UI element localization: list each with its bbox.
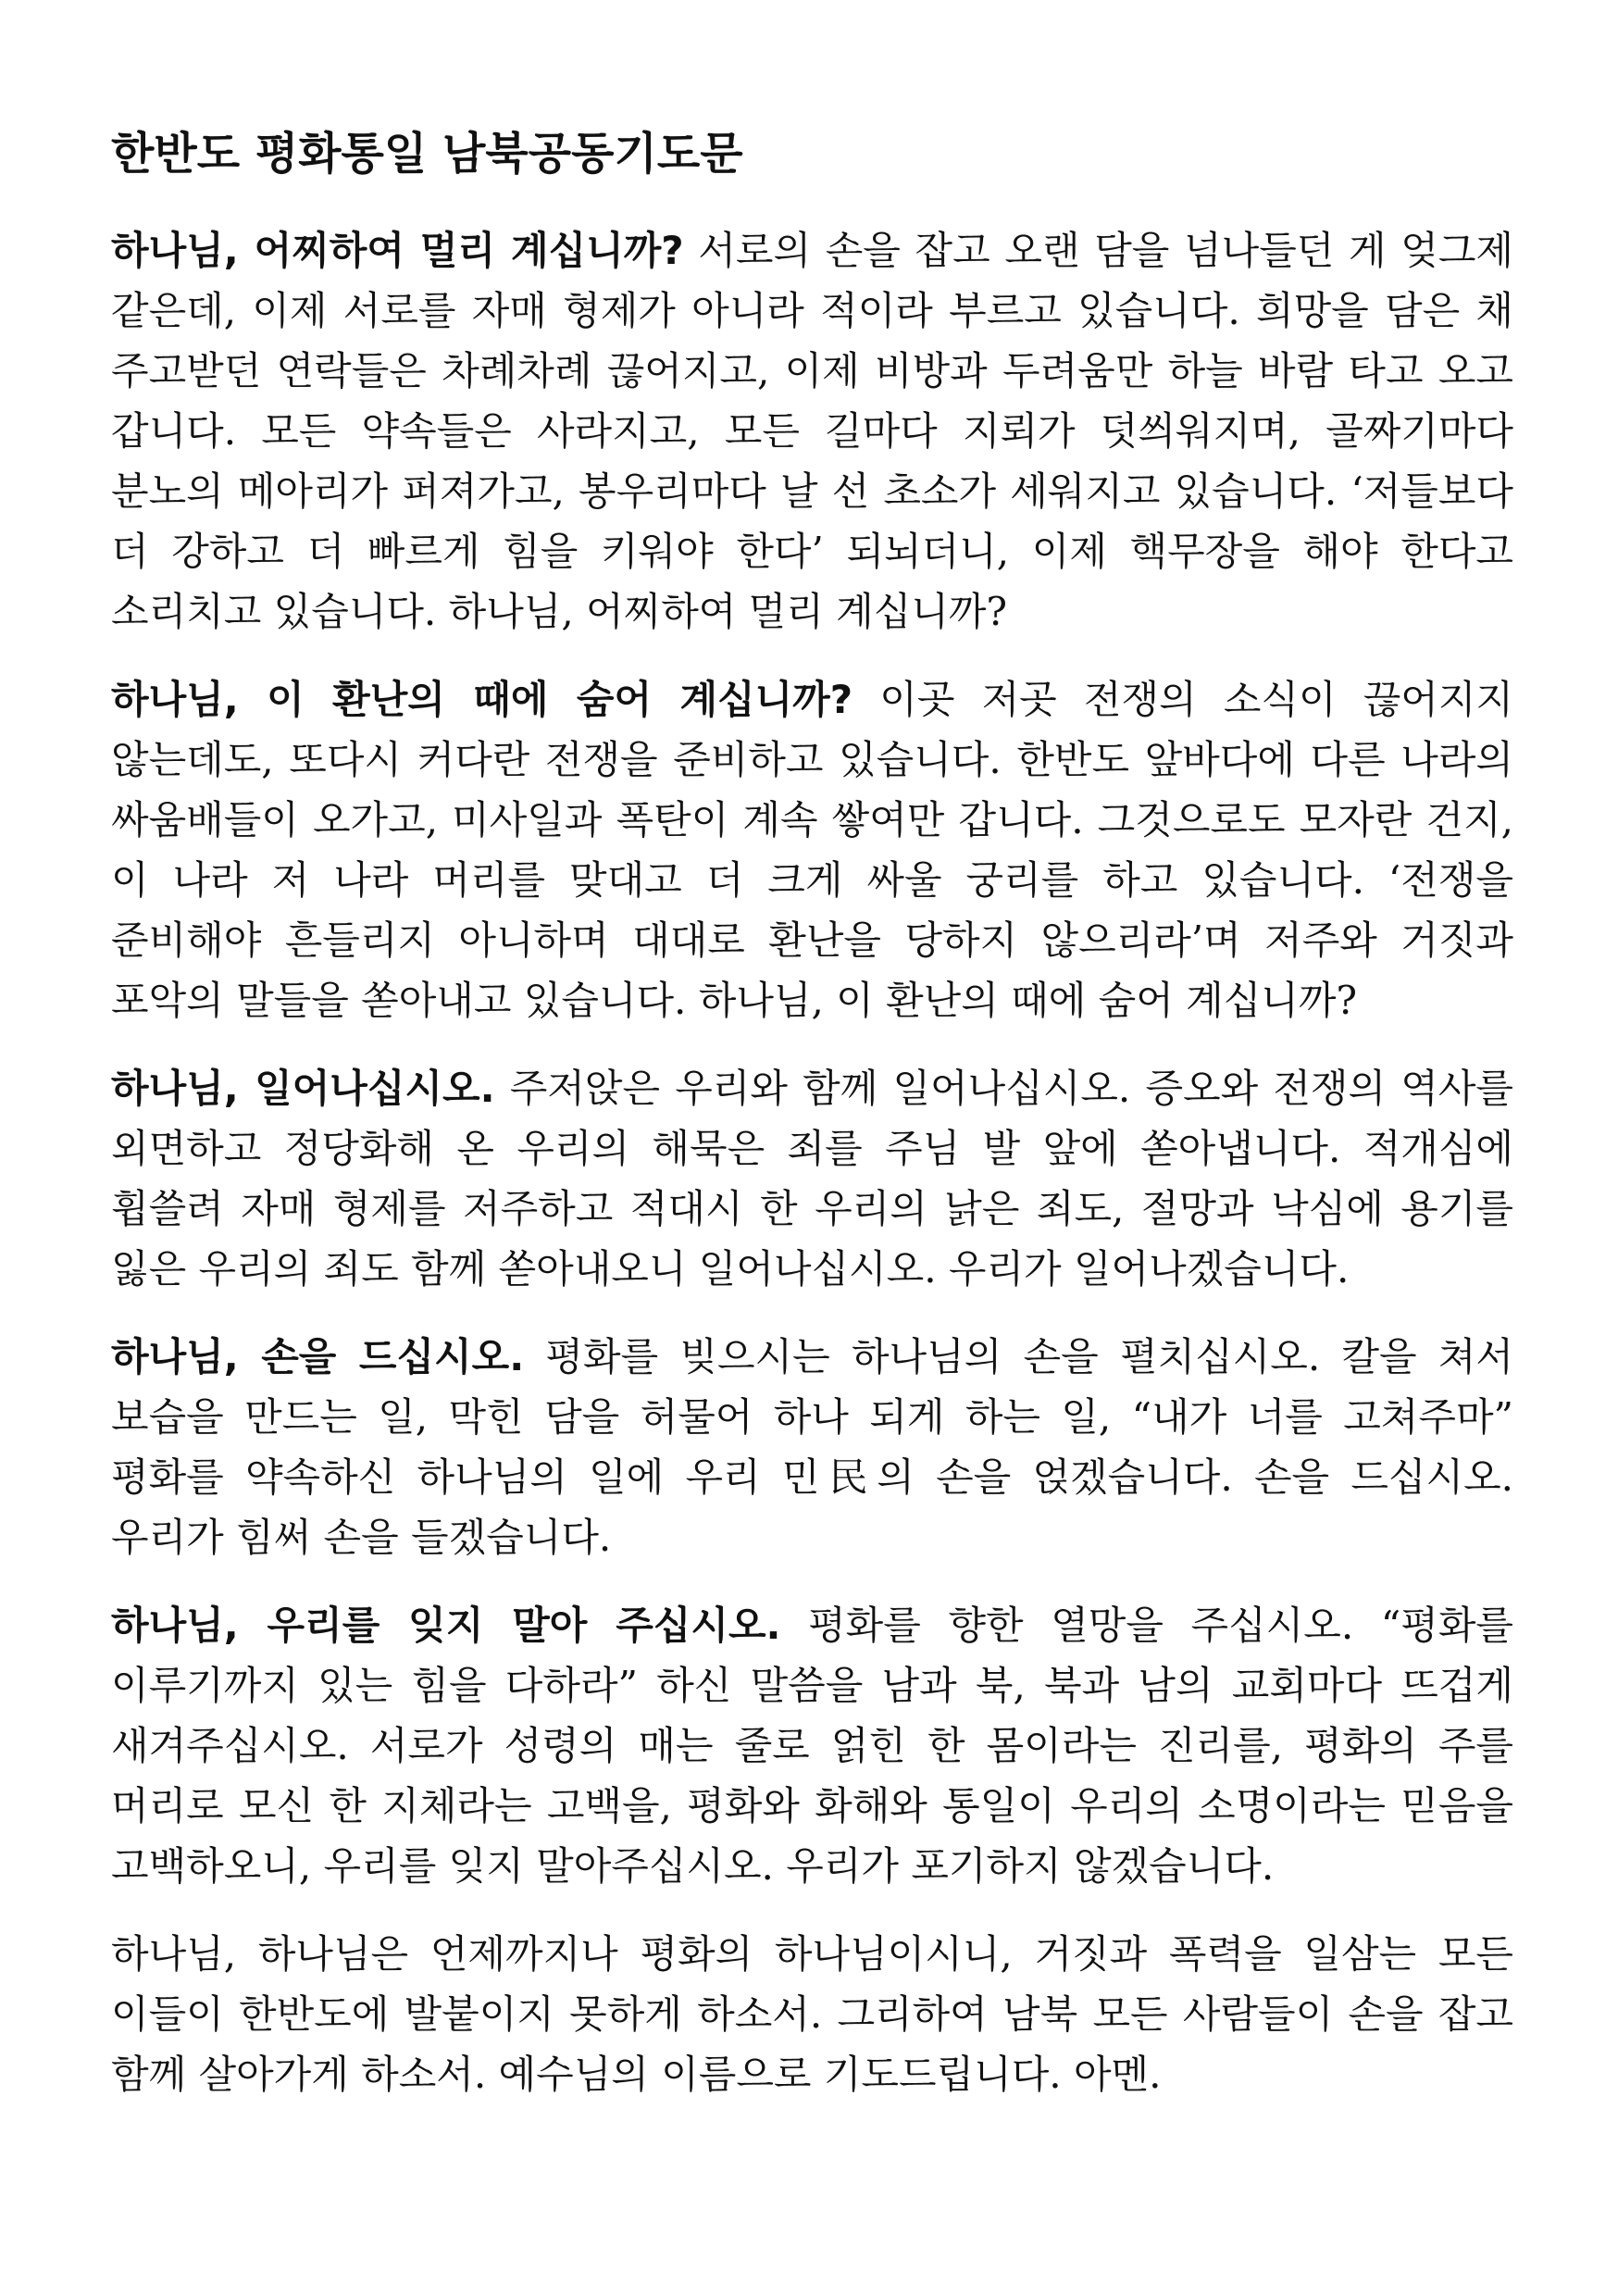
paragraph-6-body: 하나님, 하나님은 언제까지나 평화의 하나님이시니, 거짓과 폭력을 일삼는 모든 이들이 한반도에 발붙이지 못하게 하소서. 그리하여 남북 모든 사람들이 손을 잡고 함께 살아가게 하소서. 예수님의 이름으로 기도드립니다. 아멘. (111, 1931, 1513, 2097)
paragraph-2-lead: 하나님, 이 환난의 때에 숨어 계십니까? (111, 677, 853, 722)
paragraph-4-body: 평화를 빚으시는 하나님의 손을 펼치십시오. 칼을 쳐서 보습을 만드는 일, 막힌 담을 허물어 하나 되게 하는 일, “내가 너를 고쳐주마” 평화를 약속하신 하나님의 일에 우리 민民의 손을 얹겠습니다. 손을 드십시오. 우리가 힘써 손을 들겠습니다. (111, 1334, 1513, 1560)
paragraph-1-lead: 하나님, 어찌하여 멀리 계십니까? (111, 228, 684, 273)
paragraph-2-body: 이곳 저곳 전쟁의 소식이 끊어지지 않는데도, 또다시 커다란 전쟁을 준비하고 있습니다. 한반도 앞바다에 다른 나라의 싸움배들이 오가고, 미사일과 폭탄이 계속 쌓여만 갑니다. 그것으로도 모자란 건지, 이 나라 저 나라 머리를 맞대고 더 크게 싸울 궁리를 하고 있습니다. ‘전쟁을 준비해야 흔들리지 아니하며 대대로 환난을 당하지 않으리라’며 저주와 거짓과 포악의 말들을 쏟아내고 있습니다. 하나님, 이 환난의 때에 숨어 계십니까? (111, 677, 1513, 1023)
paragraph-5 (111, 1595, 1513, 1896)
paragraph-1 (111, 220, 1513, 642)
paragraph-4-lead: 하나님, 손을 드십시오. (111, 1334, 525, 1379)
paragraph-4 (111, 1327, 1513, 1567)
paragraph-5-lead: 하나님, 우리를 잊지 말아 주십시오. (111, 1603, 781, 1648)
paragraph-1-body: 서로의 손을 잡고 오랜 담을 넘나들던 게 엊그제 같은데, 이제 서로를 자매 형제가 아니라 적이라 부르고 있습니다. 희망을 담은 채 주고받던 연락들은 차례차례 끊어지고, 이제 비방과 두려움만 하늘 바람 타고 오고 갑니다. 모든 약속들은 사라지고, 모든 길마다 지뢰가 덧씌워지며, 골짜기마다 분노의 메아리가 퍼져가고, 봉우리마다 날 선 초소가 세워지고 있습니다. ‘저들보다 더 강하고 더 빠르게 힘을 키워야 한다’ 되뇌더니, 이제 핵무장을 해야 한다고 소리치고 있습니다. 하나님, 어찌하여 멀리 계십니까? (111, 228, 1513, 634)
document-title: 한반도 평화통일 남북공동기도문 (111, 128, 743, 180)
paragraph-2 (111, 669, 1513, 1030)
paragraph-5-body: 평화를 향한 열망을 주십시오. “평화를 이루기까지 있는 힘을 다하라” 하신 말씀을 남과 북, 북과 남의 교회마다 뜨겁게 새겨주십시오. 서로가 성령의 매는 줄로 얽힌 한 몸이라는 진리를, 평화의 주를 머리로 모신 한 지체라는 고백을, 평화와 화해와 통일이 우리의 소명이라는 믿음을 고백하오니, 우리를 잊지 말아주십시오. 우리가 포기하지 않겠습니다. (111, 1603, 1513, 1889)
paragraph-3-lead: 하나님, 일어나십시오. (111, 1066, 495, 1111)
paragraph-6 (111, 1924, 1513, 2104)
document-page (111, 120, 1513, 2132)
paragraph-3 (111, 1058, 1513, 1299)
paragraph-3-body: 주저앉은 우리와 함께 일어나십시오. 증오와 전쟁의 역사를 외면하고 정당화해 온 우리의 해묵은 죄를 주님 발 앞에 쏟아냅니다. 적개심에 휩쓸려 자매 형제를 저주하고 적대시 한 우리의 낡은 죄도, 절망과 낙심에 용기를 잃은 우리의 죄도 함께 쏟아내오니 일어나십시오. 우리가 일어나겠습니다. (111, 1066, 1513, 1292)
